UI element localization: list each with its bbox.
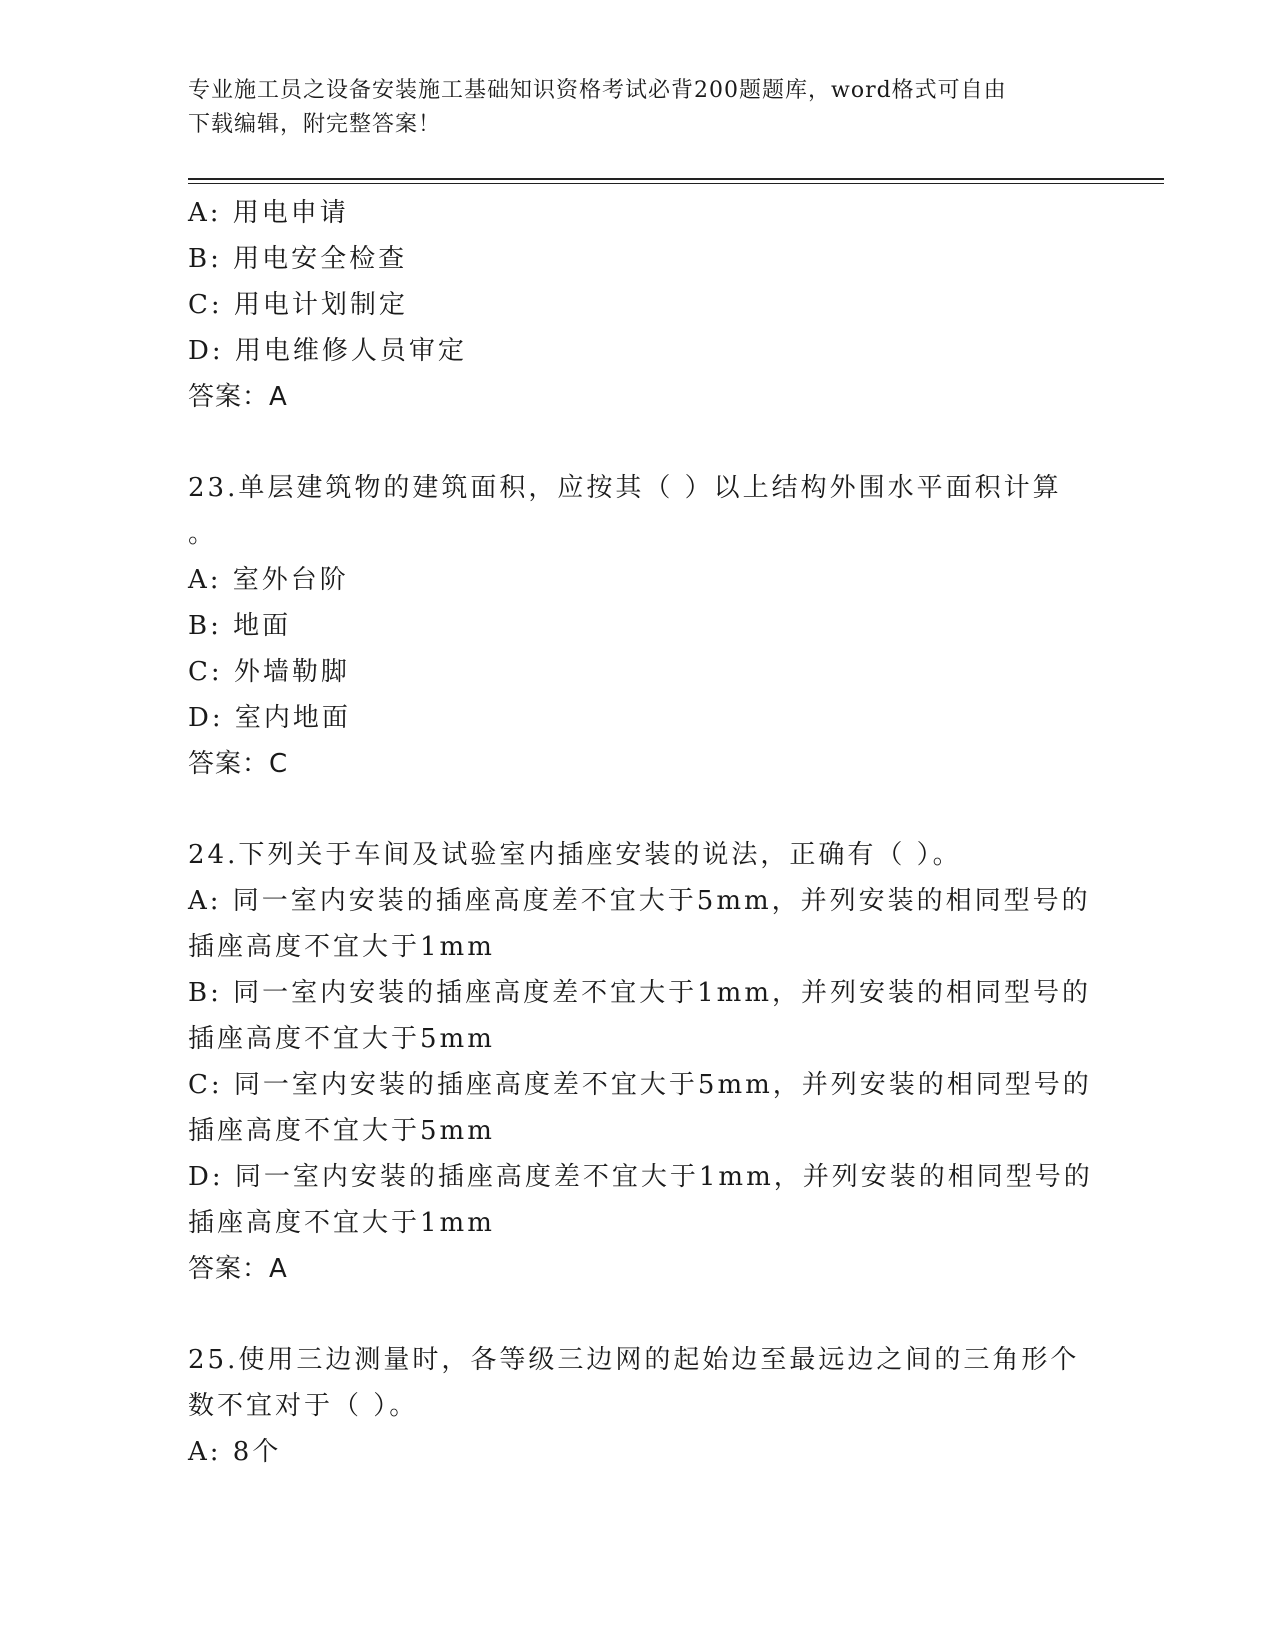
option-d: D: 用电维修人员审定 xyxy=(188,336,467,366)
option-d: D: 室内地面 xyxy=(188,703,351,733)
option-c: C: 用电计划制定 xyxy=(188,290,408,320)
option-a: A: 室外台阶 xyxy=(188,565,349,595)
option-b: B: 地面 xyxy=(188,611,292,641)
header-line-1: 专业施工员之设备安装施工基础知识资格考试必背200题题库，word格式可自由 xyxy=(188,78,1007,103)
document-header xyxy=(188,74,1088,142)
question-stem-continued: 。 xyxy=(188,519,218,549)
answer-line: 答案：A xyxy=(188,382,288,412)
option-b: B: 同一室内安装的插座高度差不宜大于1mm，并列安装的相同型号的 xyxy=(188,978,1091,1008)
option-b: B: 用电安全检查 xyxy=(188,244,408,274)
question-stem: 25.使用三边测量时，各等级三边网的起始边至最远边之间的三角形个 xyxy=(188,1345,1080,1375)
answer-line: 答案：A xyxy=(188,1254,288,1284)
spacer xyxy=(188,1292,1088,1337)
option-c: C: 同一室内安装的插座高度差不宜大于5mm，并列安装的相同型号的 xyxy=(188,1070,1092,1100)
question-22-options xyxy=(188,190,1088,420)
question-stem-continued: 数不宜对于（ ）。 xyxy=(188,1391,419,1421)
option-a: A: 同一室内安装的插座高度差不宜大于5mm，并列安装的相同型号的 xyxy=(188,886,1091,916)
header-rule-thin xyxy=(188,183,1164,184)
option-c-continued: 插座高度不宜大于5mm xyxy=(188,1116,495,1146)
question-stem: 23.单层建筑物的建筑面积，应按其（ ）以上结构外围水平面积计算 xyxy=(188,473,1062,503)
spacer xyxy=(188,787,1088,832)
header-line-2: 下载编辑，附完整答案！ xyxy=(188,112,442,137)
option-d: D: 同一室内安装的插座高度差不宜大于1mm，并列安装的相同型号的 xyxy=(188,1162,1093,1192)
option-a: A: 用电申请 xyxy=(188,198,349,228)
question-23 xyxy=(188,465,1088,787)
option-d-continued: 插座高度不宜大于1mm xyxy=(188,1208,495,1238)
question-25 xyxy=(188,1337,1088,1475)
option-c: C: 外墙勒脚 xyxy=(188,657,350,687)
question-stem: 24.下列关于车间及试验室内插座安装的说法，正确有（ ）。 xyxy=(188,840,962,870)
answer-line: 答案：C xyxy=(188,749,289,779)
option-b-continued: 插座高度不宜大于5mm xyxy=(188,1024,495,1054)
option-a: A: 8个 xyxy=(188,1437,282,1467)
question-24 xyxy=(188,832,1093,1292)
header-rule-thick xyxy=(188,178,1164,180)
option-a-continued: 插座高度不宜大于1mm xyxy=(188,932,495,962)
question-content xyxy=(188,190,1093,1475)
spacer xyxy=(188,420,1088,465)
